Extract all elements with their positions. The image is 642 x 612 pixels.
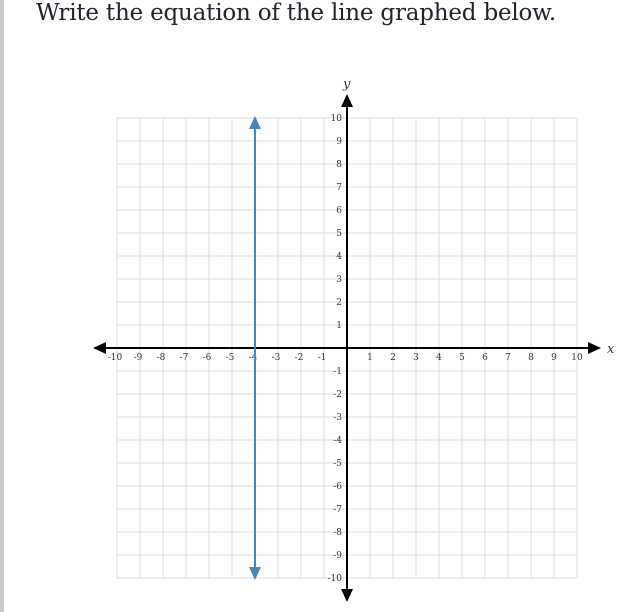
y-tick-label: -6 <box>333 482 342 492</box>
x-tick-label: -10 <box>107 353 123 363</box>
y-tick-label: 1 <box>336 321 342 331</box>
y-tick-label: 6 <box>336 206 342 216</box>
x-tick-label: -1 <box>317 353 327 363</box>
x-tick-label: 1 <box>367 353 373 363</box>
x-tick-label: -4 <box>248 353 258 363</box>
y-tick-label: 2 <box>336 298 342 308</box>
x-tick-label: 7 <box>505 353 511 363</box>
y-tick-label: -2 <box>333 390 342 400</box>
y-tick-label: 9 <box>336 137 342 147</box>
x-tick-label: -9 <box>133 353 143 363</box>
y-tick-label: -9 <box>333 551 342 561</box>
x-tick-label: 8 <box>528 353 534 363</box>
x-tick-label: 2 <box>390 353 396 363</box>
x-axis-label: x <box>607 342 615 357</box>
y-axis-arrow-down-icon <box>341 589 353 602</box>
y-tick-label: 10 <box>330 114 342 124</box>
x-tick-label: -2 <box>294 353 304 363</box>
y-tick-label: -3 <box>333 413 342 423</box>
x-tick-label: -6 <box>202 353 212 363</box>
x-axis-arrow-left-icon <box>93 342 106 354</box>
x-tick-label: 6 <box>482 353 488 363</box>
question-text: Write the equation of the line graphed below. <box>36 0 557 26</box>
x-axis-arrow-right-icon <box>588 342 601 354</box>
x-tick-label: -7 <box>179 353 189 363</box>
y-tick-label: -10 <box>327 574 342 584</box>
y-tick-label: 4 <box>336 252 342 262</box>
y-axis-arrow-up-icon <box>341 94 353 107</box>
x-tick-label: -5 <box>225 353 235 363</box>
y-tick-label: -7 <box>333 505 342 515</box>
x-tick-label: 9 <box>551 353 557 363</box>
x-tick-label: 5 <box>459 353 465 363</box>
x-tick-label: 4 <box>436 353 442 363</box>
x-tick-label: -3 <box>271 353 281 363</box>
y-tick-label: 3 <box>336 275 342 285</box>
y-tick-label: -5 <box>333 459 342 469</box>
y-tick-label: -4 <box>333 436 342 446</box>
y-tick-label: 8 <box>336 160 342 170</box>
y-axis-label: y <box>343 77 351 92</box>
y-tick-label: -1 <box>333 367 342 377</box>
x-tick-label: -8 <box>156 353 166 363</box>
y-tick-label: 5 <box>336 229 342 239</box>
x-tick-label: 3 <box>413 353 419 363</box>
y-tick-label: 7 <box>336 183 342 193</box>
y-tick-label: -8 <box>333 528 342 538</box>
x-tick-label: 10 <box>571 353 583 363</box>
